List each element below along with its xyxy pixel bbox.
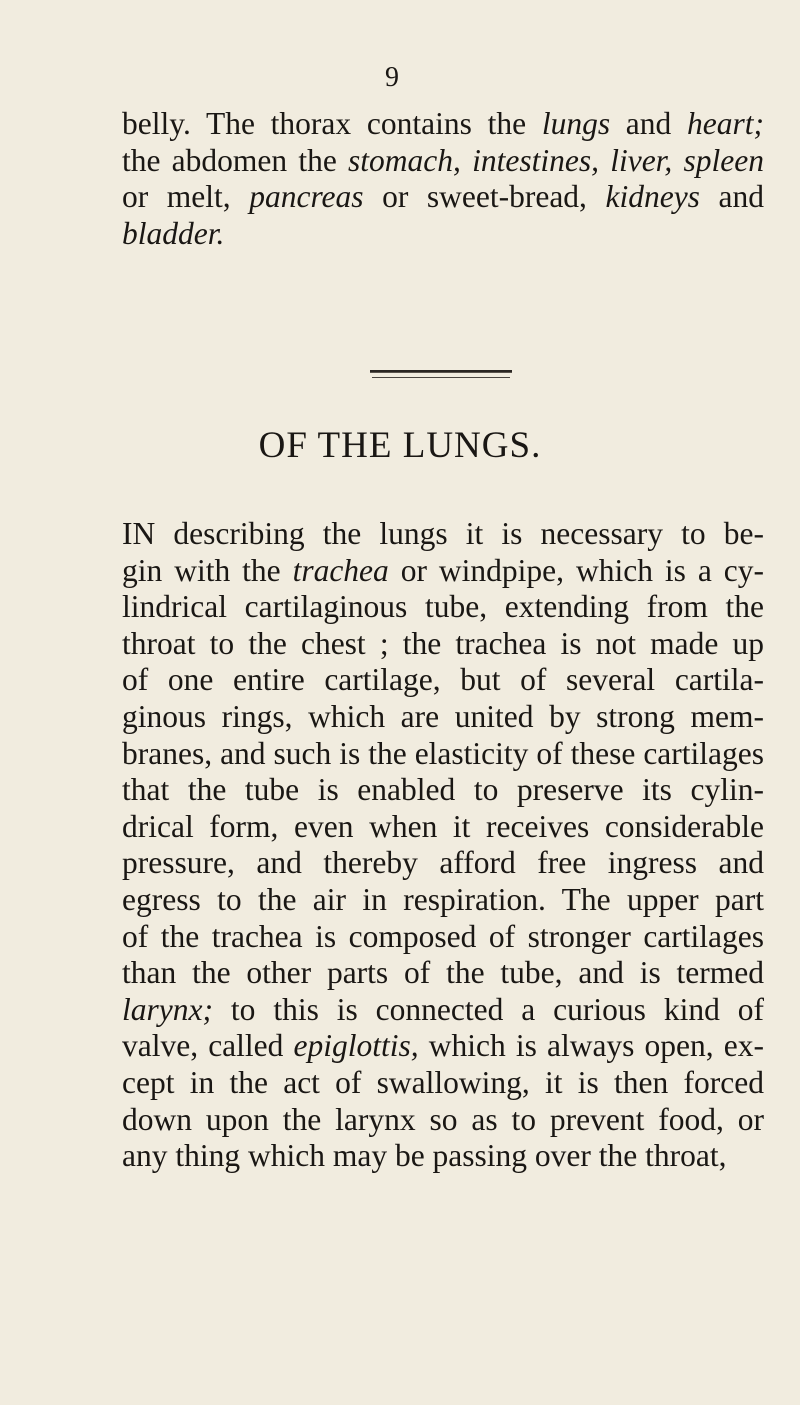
text-line	[122, 809, 764, 846]
text-line	[122, 699, 764, 736]
text-line	[122, 626, 764, 663]
italic-term: trachea	[292, 552, 389, 588]
italic-term: stomach,	[348, 142, 461, 178]
text-run	[461, 143, 472, 178]
text-run	[599, 143, 610, 178]
italic-term: liver,	[610, 142, 673, 178]
text-run: pressure, and thereby afford free ingress and	[122, 845, 764, 881]
text-run: of the trachea is composed of stronger cartilages	[122, 918, 764, 954]
text-line	[122, 553, 764, 590]
text-line	[122, 919, 764, 956]
text-line	[122, 516, 764, 553]
text-run: that the tube is enabled to preserve its cylin-	[122, 772, 764, 808]
text-run: the abdomen the	[122, 142, 349, 178]
text-line	[122, 1102, 764, 1139]
text-line	[122, 772, 764, 809]
italic-term: intestines,	[472, 142, 599, 178]
text-run: or sweet-bread,	[363, 179, 606, 215]
text-line	[122, 179, 764, 216]
italic-term: spleen	[683, 142, 764, 178]
text-line	[122, 1065, 764, 1102]
text-run: ginous rings, which are united by strong mem-	[122, 698, 764, 734]
text-line	[122, 992, 764, 1029]
page-number: 9	[385, 62, 399, 93]
text-run: IN describing the lungs it is necessary to be-	[122, 516, 764, 551]
italic-term: kidneys	[605, 179, 700, 215]
text-run: of one entire cartilage, but of several cartila-	[122, 662, 764, 698]
text-line	[122, 143, 764, 180]
text-run: drical form, even when it receives considerable	[122, 808, 764, 844]
text-run: any thing which may be passing over the throat,	[122, 1138, 727, 1174]
text-run: or windpipe, which is a cy-	[388, 552, 764, 588]
text-line	[122, 1028, 764, 1065]
text-line	[122, 662, 764, 699]
text-run: or melt,	[122, 179, 250, 215]
italic-term: larynx;	[122, 991, 213, 1027]
text-run: and	[610, 106, 688, 141]
text-line	[122, 1138, 764, 1175]
section-heading: OF THE LUNGS.	[258, 425, 542, 466]
intro-paragraph	[122, 106, 764, 252]
text-run: which is always open, ex-	[418, 1028, 764, 1064]
text-line	[122, 955, 764, 992]
text-run: down upon the larynx so as to prevent food, or	[122, 1101, 764, 1137]
text-line	[122, 845, 764, 882]
body-paragraph	[122, 516, 764, 1175]
text-run	[672, 143, 683, 178]
text-line	[122, 106, 764, 143]
text-run: cept in the act of swallowing, it is then forced	[122, 1064, 764, 1100]
text-line	[122, 736, 764, 773]
text-run: than the other parts of the tube, and is termed	[122, 955, 764, 991]
section-divider	[370, 370, 512, 373]
text-run: lindrical cartilaginous tube, extending from the	[122, 589, 764, 625]
section-divider-underline	[372, 377, 510, 378]
text-line	[122, 589, 764, 626]
text-run: egress to the air in respiration. The upper part	[122, 881, 764, 917]
text-run: and	[699, 179, 764, 215]
text-line	[122, 216, 764, 253]
italic-term: pancreas	[249, 179, 364, 215]
text-run: throat to the chest ; the trachea is not made up	[122, 625, 764, 661]
text-run: gin with the	[122, 552, 293, 588]
text-run: valve, called	[122, 1028, 294, 1064]
italic-term: heart;	[687, 106, 765, 141]
italic-term: lungs	[541, 106, 611, 141]
text-run: branes, and such is the elasticity of these cartilages	[122, 735, 764, 771]
italic-term: epiglottis,	[293, 1028, 419, 1064]
text-line	[122, 882, 764, 919]
italic-term: bladder.	[122, 215, 225, 251]
text-run: belly. The thorax contains the	[122, 106, 542, 141]
text-run: to this is connected a curious kind of	[212, 991, 764, 1027]
